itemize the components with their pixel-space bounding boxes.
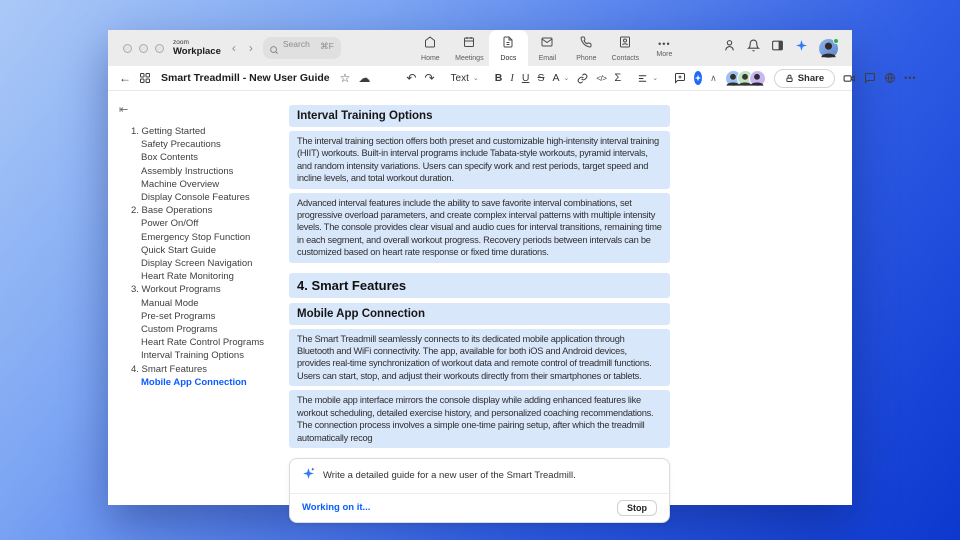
sidebar-item-assembly-instructions[interactable]: Assembly Instructions <box>141 165 234 177</box>
comment-icon <box>674 72 686 84</box>
share-label: Share <box>797 72 825 84</box>
text-color-label: A <box>552 72 560 84</box>
app-top-bar <box>108 30 852 66</box>
sidebar-item-display-console-features[interactable]: Display Console Features <box>141 192 250 204</box>
collapse-toolbar-button[interactable]: ∧ <box>710 72 717 83</box>
section-heading-interval-training: Interval Training Options <box>289 105 670 127</box>
chat-button[interactable] <box>864 70 876 86</box>
home-icon <box>424 35 436 53</box>
ai-companion-icon[interactable] <box>795 39 808 57</box>
minimize-window-button[interactable] <box>139 44 148 53</box>
ai-status-row <box>290 494 669 522</box>
sidebar-item-emergency-stop[interactable]: Emergency Stop Function <box>141 231 251 243</box>
app-logo <box>173 30 221 66</box>
sidebar-item-preset-programs[interactable]: Pre-set Programs <box>141 310 216 322</box>
tab-label: Home <box>421 54 440 62</box>
chevron-down-icon: ⌄ <box>563 75 570 82</box>
sidebar-item-power-on-off[interactable]: Power On/Off <box>141 218 199 230</box>
tab-home[interactable] <box>411 30 450 66</box>
chapter-heading-smart-features: 4. Smart Features <box>289 273 670 298</box>
document-body <box>108 91 852 514</box>
ai-companion-button[interactable] <box>694 71 702 85</box>
italic-button[interactable]: I <box>510 72 514 84</box>
sidebar-item-safety-precautions[interactable]: Safety Precautions <box>141 139 221 151</box>
ai-prompt-text: Write a detailed guide for a new user of the Smart Treadmill. <box>323 470 576 482</box>
chat-bubble-icon <box>864 72 876 84</box>
comment-button[interactable] <box>674 70 686 86</box>
redo-button[interactable]: ↷ <box>424 71 435 85</box>
text-style-label: Text <box>450 72 469 84</box>
document-icon <box>502 35 514 53</box>
language-button[interactable] <box>884 70 896 86</box>
sidebar-item-smart-features[interactable]: 4. Smart Features <box>131 363 208 375</box>
undo-button[interactable]: ↶ <box>406 71 417 85</box>
tab-email[interactable] <box>528 30 567 66</box>
lock-icon <box>785 74 794 83</box>
doc-back-button[interactable]: ← <box>119 71 131 85</box>
main-nav-tabs <box>411 30 684 66</box>
paragraph: The interval training section offers both preset and customizable high-intensity interval training (HIIT) workouts. Built-in interval programs include Tabata-style workouts, pyramid intervals, and random intensity variations. Users can specify work and rest periods, target speed and incline levels, and total workout duration. <box>289 131 670 189</box>
sidebar-item-heart-rate-monitoring[interactable]: Heart Rate Monitoring <box>141 271 234 283</box>
video-camera-icon <box>843 72 856 85</box>
strikethrough-button[interactable]: S <box>537 72 545 84</box>
collapse-sidebar-button[interactable]: ⇤ <box>119 104 129 116</box>
notifications-bell-button[interactable] <box>747 39 760 57</box>
table-of-contents <box>108 91 280 505</box>
tab-more[interactable] <box>645 30 684 66</box>
nav-back-button[interactable]: ‹ <box>231 41 236 55</box>
code-block-button[interactable]: </> <box>596 73 607 83</box>
profile-button[interactable] <box>723 39 736 57</box>
favorite-star-button[interactable]: ☆ <box>339 71 351 85</box>
logo-zoom-text: zoom <box>173 38 189 46</box>
align-left-icon <box>637 73 648 84</box>
search-icon <box>269 42 279 60</box>
underline-button[interactable]: U <box>521 72 530 84</box>
sidebar-item-machine-overview[interactable]: Machine Overview <box>141 178 220 190</box>
mail-icon <box>541 35 553 53</box>
sidebar-item-quick-start-guide[interactable]: Quick Start Guide <box>141 244 216 256</box>
tab-label: Email <box>538 54 557 62</box>
alignment-dropdown[interactable] <box>637 73 658 84</box>
apps-grid-button[interactable] <box>139 70 151 86</box>
share-button[interactable] <box>774 69 835 88</box>
ai-sparkle-icon <box>302 467 315 485</box>
sidebar-item-base-operations[interactable]: 2. Base Operations <box>131 205 213 217</box>
side-panel-toggle-button[interactable] <box>771 39 784 57</box>
link-icon <box>577 73 588 84</box>
user-avatar[interactable] <box>819 39 838 58</box>
collaborator-avatar[interactable] <box>749 70 766 87</box>
document-title: Smart Treadmill - New User Guide <box>161 72 330 84</box>
section-heading-mobile-app-connection: Mobile App Connection <box>289 303 670 325</box>
online-status-dot <box>833 38 839 44</box>
more-dots-icon: ••• <box>658 38 671 49</box>
document-toolbar <box>108 66 917 91</box>
text-style-dropdown[interactable] <box>451 73 479 84</box>
calendar-icon <box>463 35 475 53</box>
tab-label: Docs <box>500 54 517 62</box>
sidebar-item-heart-rate-control-programs[interactable]: Heart Rate Control Programs <box>141 337 265 349</box>
stop-button[interactable]: Stop <box>617 500 657 516</box>
globe-icon <box>884 72 896 84</box>
nav-forward-button[interactable]: › <box>248 41 253 55</box>
formula-button[interactable]: Σ <box>614 72 622 84</box>
grid-icon <box>139 72 151 84</box>
ai-companion-panel <box>289 458 670 523</box>
tab-phone[interactable] <box>567 30 606 66</box>
sidebar-item-display-screen-navigation[interactable]: Display Screen Navigation <box>141 258 253 270</box>
sidebar-item-box-contents[interactable]: Box Contents <box>141 152 199 164</box>
sidebar-item-mobile-app-connection[interactable]: Mobile App Connection <box>141 376 247 388</box>
paragraph-in-progress: The mobile app interface mirrors the console display while adding enhanced features like workout scheduling, detailed exercise history, and personalized coaching recommendations. The connection process involves a simple one-time pairing setup, after which the treadmill automatically recog <box>289 390 670 448</box>
contacts-icon <box>619 35 631 53</box>
zoom-window-button[interactable] <box>155 44 164 53</box>
ai-prompt-row <box>290 459 669 494</box>
text-color-dropdown[interactable] <box>552 72 569 84</box>
toc-list <box>131 125 280 389</box>
tab-docs[interactable] <box>489 30 528 66</box>
sidebar-item-workout-programs[interactable]: 3. Workout Programs <box>131 284 221 296</box>
search-shortcut: ⌘F <box>320 41 334 51</box>
sidebar-item-manual-mode[interactable]: Manual Mode <box>141 297 199 309</box>
sparkle-icon <box>694 74 702 82</box>
tab-label: Contacts <box>611 54 640 62</box>
more-options-button[interactable]: ••• <box>904 73 917 83</box>
collaborator-avatars <box>725 70 766 87</box>
sidebar-item-getting-started[interactable]: 1. Getting Started <box>131 126 206 137</box>
insert-link-button[interactable] <box>577 70 588 86</box>
paragraph: Advanced interval features include the ability to save favorite interval combinations, set progressive overload parameters, and create complex interval patterns with multiple intensity levels. The console provides clear visual and audio cues for interval transitions, remaining time in each segment, and overall workout progress. Recovery periods between intervals can be customized based on heart rate response or fixed time durations. <box>289 193 670 263</box>
logo-workplace-text: Workplace <box>173 46 221 57</box>
window-controls <box>108 30 164 66</box>
sidebar-item-custom-programs[interactable]: Custom Programs <box>141 324 218 336</box>
cloud-sync-icon: ☁ <box>358 71 371 85</box>
zoom-workplace-window <box>108 30 917 514</box>
tab-label: Meetings <box>455 54 484 62</box>
tab-meetings[interactable] <box>450 30 489 66</box>
tab-contacts[interactable] <box>606 30 645 66</box>
document-page[interactable] <box>280 91 852 514</box>
tab-label: More <box>656 50 673 58</box>
chevron-down-icon: ⌄ <box>652 75 659 82</box>
sidebar-item-interval-training-options[interactable]: Interval Training Options <box>141 350 244 362</box>
phone-icon <box>580 35 592 53</box>
history-nav <box>232 30 253 66</box>
bold-button[interactable]: B <box>494 72 503 84</box>
global-search-input[interactable] <box>263 37 341 59</box>
top-right-controls <box>723 30 852 66</box>
start-video-button[interactable] <box>843 70 856 86</box>
paragraph: The Smart Treadmill seamlessly connects to its dedicated mobile application through Bluetooth and WiFi connectivity. The app, available for both iOS and Android devices, provides real-time synchronization of workout data and remote control of treadmill functions. Users can start, stop, and adjust their workouts directly from their smartphones or tablets. <box>289 329 670 387</box>
chevron-down-icon: ⌄ <box>472 75 479 82</box>
close-window-button[interactable] <box>123 44 132 53</box>
tab-label: Phone <box>576 54 597 62</box>
search-placeholder: Search <box>282 39 310 49</box>
ai-status-text: Working on it... <box>302 502 371 514</box>
